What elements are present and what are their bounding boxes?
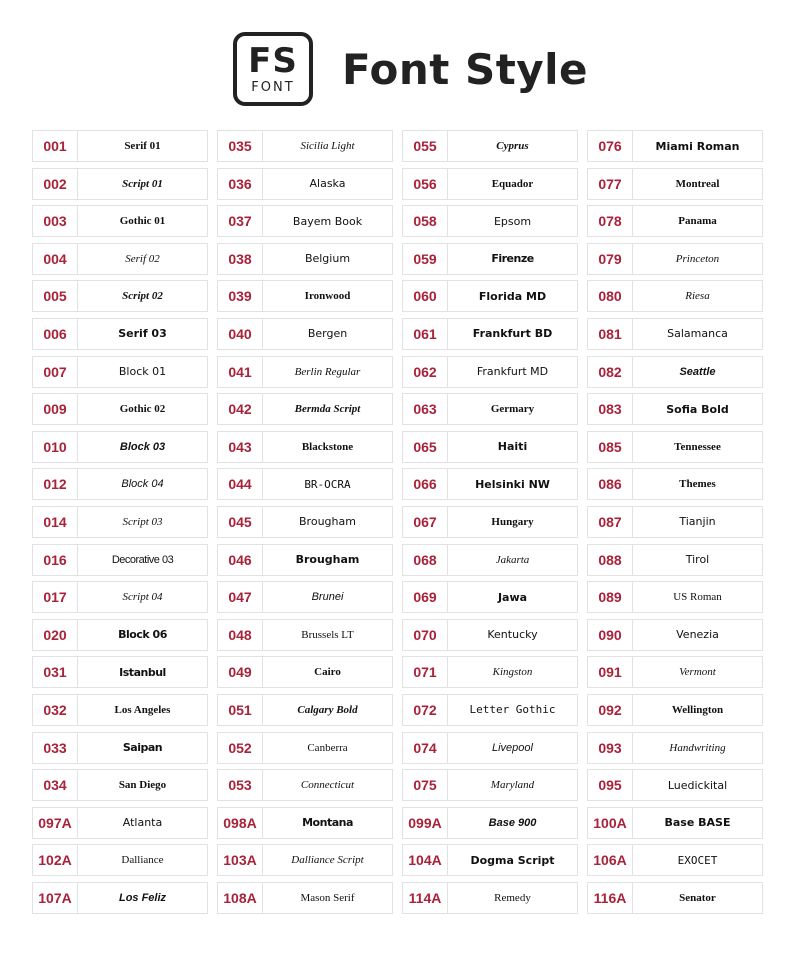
font-code: 017 [33,582,78,612]
font-sample-cell [402,280,578,312]
font-name-sample: Base 900 [488,816,537,829]
font-name-sample: Los Feliz [118,891,167,904]
font-code: 077 [588,169,633,199]
font-code: 083 [588,394,633,424]
font-name-sample: Frankfurt MD [476,365,549,379]
font-code: 041 [218,357,263,387]
font-name-sample: Ironwood [304,290,351,303]
font-code: 040 [218,319,263,349]
font-sample-cell [587,468,763,500]
font-sample-cell [32,168,208,200]
font-sample-cell [587,694,763,726]
font-code: 069 [403,582,448,612]
font-sample-cell [217,844,393,876]
font-sample-cell [32,807,208,839]
font-sample-cell [402,168,578,200]
font-code: 046 [218,545,263,575]
font-sample-cell [587,656,763,688]
font-code: 102A [33,845,78,875]
font-code: 001 [33,131,78,161]
font-sample-cell [32,769,208,801]
font-name-sample: Brougham [299,515,356,529]
font-name-sample: Riesa [685,290,710,303]
font-sample-cell [402,807,578,839]
font-name-sample: Haiti [497,440,528,454]
font-name-sample: Atlanta [122,816,163,830]
font-name-sample: Brunei [311,591,344,604]
font-sample-cell [217,694,393,726]
font-code: 058 [403,206,448,236]
font-sample-cell [402,769,578,801]
font-code: 007 [33,357,78,387]
font-code: 099A [403,808,448,838]
font-name-sample: Sicilia Light [300,140,355,152]
font-name-sample: Remedy [494,891,531,904]
font-name-sample: Istanbul [119,665,166,679]
font-name-sample: Base BASE [664,816,731,830]
font-code: 012 [33,469,78,499]
font-code: 047 [218,582,263,612]
font-sample-cell [32,205,208,237]
font-sample-cell [587,130,763,162]
font-name-sample: Themes [679,478,716,491]
font-code: 092 [588,695,633,725]
font-name-sample: Miami Roman [655,139,740,153]
font-code: 103A [218,845,263,875]
font-name-sample: Bayem Book [292,214,363,228]
font-name-sample: Tennessee [674,440,721,453]
font-name-sample: Script 01 [122,177,163,190]
font-sample-cell [587,356,763,388]
font-name-sample: Handwriting [669,741,726,754]
font-name-sample: Luedickital [667,778,728,792]
font-sample-cell [587,882,763,914]
font-sample-cell [587,280,763,312]
font-code: 037 [218,206,263,236]
font-sample-cell [587,431,763,463]
font-code: 009 [33,394,78,424]
font-code: 048 [218,620,263,650]
font-name-sample: Letter Gothic [469,703,556,717]
font-sample-cell [217,619,393,651]
font-code: 020 [33,620,78,650]
font-name-sample: Jawa [497,590,528,604]
font-code: 038 [218,244,263,274]
font-code: 043 [218,432,263,462]
font-code: 063 [403,394,448,424]
font-sample-cell [587,844,763,876]
fs-font-logo [233,32,313,106]
font-name-sample: Belgium [304,252,351,266]
font-name-sample: Tirol [685,553,710,567]
font-sample-cell [587,506,763,538]
font-name-sample: Brussels LT [301,628,354,641]
font-sample-cell [217,468,393,500]
font-sample-cell [402,468,578,500]
font-name-sample: Princeton [675,252,720,265]
font-sample-cell [402,393,578,425]
font-code: 003 [33,206,78,236]
font-sample-cell [217,205,393,237]
font-sample-cell [587,393,763,425]
font-code: 055 [403,131,448,161]
font-code: 067 [403,507,448,537]
font-sample-cell [402,318,578,350]
font-sample-cell [32,656,208,688]
font-name-sample: Tianjin [679,515,716,529]
font-sample-cell [217,769,393,801]
font-name-sample: San Diego [118,779,167,792]
font-code: 044 [218,469,263,499]
font-sample-cell [402,243,578,275]
font-name-sample: Decorative 03 [111,553,174,566]
font-name-sample: Gothic 02 [119,403,166,416]
font-sample-cell [32,318,208,350]
font-code: 074 [403,733,448,763]
font-code: 002 [33,169,78,199]
font-sample-cell [402,130,578,162]
font-name-sample: Maryland [490,779,535,792]
font-name-sample: Seattle [679,365,716,378]
font-sample-cell [217,544,393,576]
font-sample-cell [402,431,578,463]
font-code: 078 [588,206,633,236]
font-name-sample: Script 04 [122,591,163,604]
font-sample-cell [32,468,208,500]
font-name-sample: Calgary Bold [297,703,358,716]
font-sample-cell [217,656,393,688]
font-code: 034 [33,770,78,800]
font-code: 107A [33,883,78,913]
font-name-sample: Jakarta [495,553,530,566]
font-name-sample: Panama [678,215,717,228]
font-sample-cell [402,205,578,237]
font-code: 114A [403,883,448,913]
font-code: 088 [588,545,633,575]
font-sample-cell [402,882,578,914]
font-name-sample: Salamanca [667,327,728,341]
font-sample-cell [32,544,208,576]
font-name-sample: Hungary [491,515,534,528]
font-sample-cell [32,882,208,914]
font-name-sample: Dalliance Script [291,854,364,867]
font-sample-cell [402,581,578,613]
font-name-sample: Serif 01 [124,140,161,152]
font-sample-cell [32,280,208,312]
font-sample-cell [402,732,578,764]
font-code: 089 [588,582,633,612]
font-code: 010 [33,432,78,462]
font-name-sample: Cairo [314,666,341,679]
font-sample-cell [587,243,763,275]
font-code: 080 [588,281,633,311]
font-sample-cell [587,769,763,801]
font-sample-cell [217,243,393,275]
font-name-sample: Venezia [676,628,719,642]
font-name-sample: Blackstone [301,440,354,453]
font-sample-cell [587,619,763,651]
font-name-sample: Gothic 01 [119,215,166,228]
font-code: 100A [588,808,633,838]
font-sample-cell [32,694,208,726]
font-name-sample: Script 03 [122,515,163,528]
font-name-sample: Livepool [492,741,533,754]
font-code: 075 [403,770,448,800]
font-style-grid [32,130,763,914]
font-sample-cell [217,356,393,388]
font-code: 090 [588,620,633,650]
font-code: 087 [588,507,633,537]
logo-main-text: FS [248,40,298,81]
font-sample-cell [32,619,208,651]
font-name-sample: Florida MD [478,289,547,303]
font-sample-cell [587,205,763,237]
font-code: 059 [403,244,448,274]
font-sample-cell [402,544,578,576]
font-sample-cell [402,844,578,876]
font-code: 049 [218,657,263,687]
font-name-sample: Saipan [122,741,163,754]
font-name-sample: Vermont [679,666,716,679]
font-sample-cell [217,318,393,350]
page-title: Font Style [342,45,589,94]
font-code: 082 [588,357,633,387]
font-name-sample: Dalliance [121,854,164,867]
font-name-sample: Block 01 [118,365,167,379]
font-name-sample: Bergen [307,327,348,341]
font-code: 095 [588,770,633,800]
font-code: 091 [588,657,633,687]
font-name-sample: Serif 02 [125,252,160,265]
font-name-sample: Montana [302,816,353,830]
font-name-sample: EXOCET [677,853,718,867]
font-name-sample: Kingston [492,666,533,679]
font-sample-cell [587,732,763,764]
font-sample-cell [32,732,208,764]
font-name-sample: Brougham [295,553,360,567]
font-code: 042 [218,394,263,424]
font-sample-cell [217,431,393,463]
font-sample-cell [587,581,763,613]
font-name-sample: Senator [679,891,716,904]
font-code: 036 [218,169,263,199]
font-name-sample: Firenze [491,252,534,266]
font-sample-cell [32,130,208,162]
font-name-sample: US Roman [673,591,722,604]
font-name-sample: Helsinki NW [475,477,550,491]
font-name-sample: Bermda Script [294,403,361,416]
font-name-sample: Mason Serif [300,891,355,904]
font-code: 116A [588,883,633,913]
font-code: 085 [588,432,633,462]
font-code: 065 [403,432,448,462]
font-name-sample: Canberra [307,741,348,754]
font-code: 052 [218,733,263,763]
font-code: 014 [33,507,78,537]
font-sample-cell [402,694,578,726]
font-name-sample: Block 06 [118,628,167,642]
font-code: 006 [33,319,78,349]
font-name-sample: BR-OCRA [304,477,351,491]
font-name-sample: Dogma Script [470,853,555,867]
font-code: 086 [588,469,633,499]
font-name-sample: Script 02 [122,290,163,303]
font-sample-cell [32,431,208,463]
font-code: 039 [218,281,263,311]
font-sample-cell [32,506,208,538]
font-code: 070 [403,620,448,650]
font-sample-cell [217,130,393,162]
font-name-sample: Block 04 [121,478,164,491]
font-sample-cell [217,168,393,200]
font-name-sample: Montreal [675,177,720,190]
font-name-sample: Berlin Regular [294,365,361,378]
font-sample-cell [217,280,393,312]
font-sample-cell [32,356,208,388]
font-name-sample: Equador [491,177,534,190]
font-sample-cell [402,506,578,538]
font-sample-cell [32,581,208,613]
font-name-sample: Frankfurt BD [472,327,553,341]
font-name-sample: Serif 03 [118,327,167,341]
font-code: 068 [403,545,448,575]
font-code: 098A [218,808,263,838]
font-sample-cell [587,807,763,839]
font-sample-cell [217,506,393,538]
font-code: 076 [588,131,633,161]
font-code: 104A [403,845,448,875]
font-code: 097A [33,808,78,838]
font-sample-cell [402,619,578,651]
font-sample-cell [402,356,578,388]
font-name-sample: Cyprus [496,140,529,152]
font-code: 016 [33,545,78,575]
font-code: 051 [218,695,263,725]
font-code: 081 [588,319,633,349]
font-code: 062 [403,357,448,387]
font-name-sample: Sofia Bold [666,402,729,416]
font-code: 093 [588,733,633,763]
logo-sub-text: FONT [251,79,295,95]
font-sample-cell [587,168,763,200]
font-code: 066 [403,469,448,499]
font-name-sample: Alaska [309,177,346,191]
font-sample-cell [217,581,393,613]
font-code: 071 [403,657,448,687]
font-code: 056 [403,169,448,199]
font-name-sample: Wellington [671,703,724,716]
font-code: 061 [403,319,448,349]
font-sample-cell [587,318,763,350]
font-name-sample: Epsom [493,214,532,228]
font-code: 072 [403,695,448,725]
font-sample-cell [587,544,763,576]
header [0,32,794,112]
font-name-sample: Kentucky [487,628,538,642]
font-code: 005 [33,281,78,311]
font-sample-cell [217,393,393,425]
font-sample-cell [217,807,393,839]
font-code: 004 [33,244,78,274]
font-name-sample: Los Angeles [114,703,171,716]
font-name-sample: Germary [490,403,535,416]
font-name-sample: Connecticut [300,779,355,792]
font-code: 032 [33,695,78,725]
font-name-sample: Block 03 [119,440,166,453]
font-sample-cell [217,882,393,914]
font-code: 079 [588,244,633,274]
font-code: 060 [403,281,448,311]
font-code: 035 [218,131,263,161]
font-code: 045 [218,507,263,537]
font-sample-cell [32,243,208,275]
font-code: 106A [588,845,633,875]
font-sample-cell [32,393,208,425]
font-sample-cell [402,656,578,688]
font-code: 108A [218,883,263,913]
font-code: 033 [33,733,78,763]
font-code: 053 [218,770,263,800]
font-sample-cell [217,732,393,764]
font-code: 031 [33,657,78,687]
font-sample-cell [32,844,208,876]
